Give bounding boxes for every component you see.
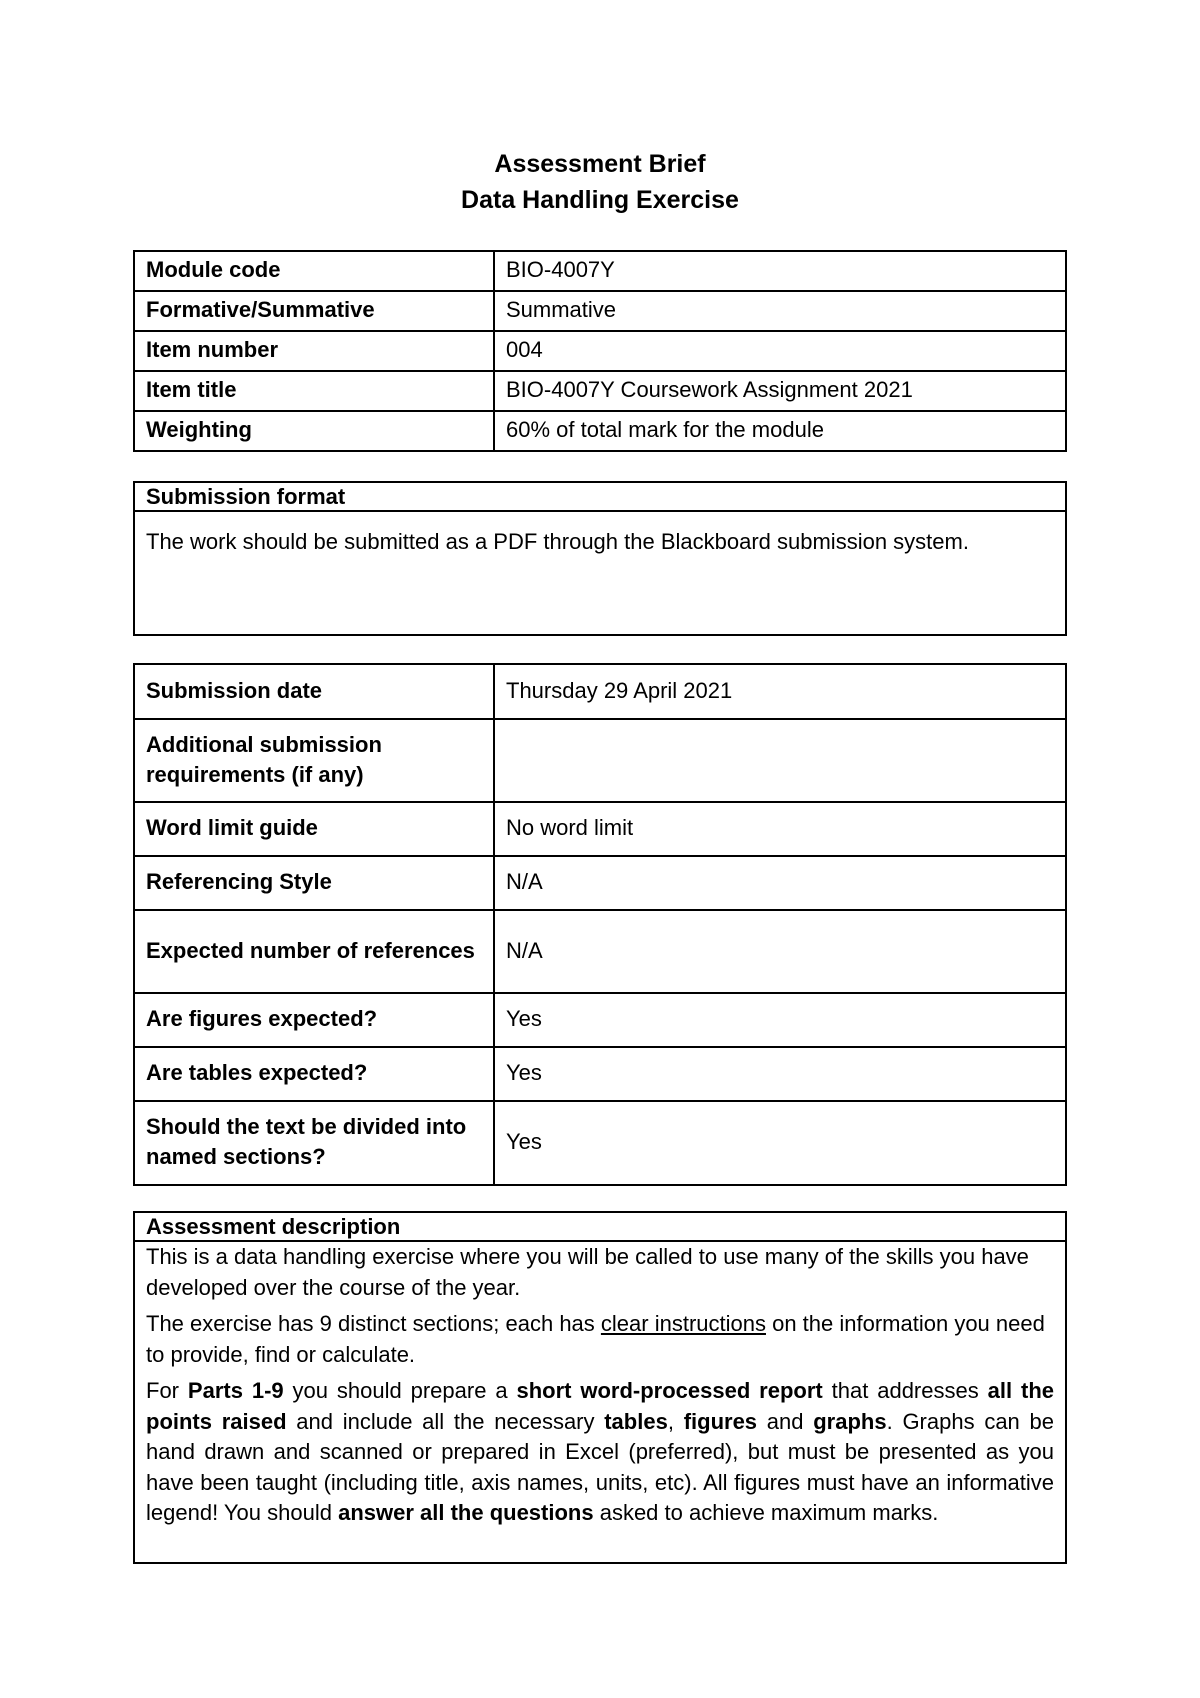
document-title: Assessment Brief <box>494 150 706 178</box>
named-sections-label: Should the text be divided into named sections? <box>134 1101 494 1185</box>
additional-requirements-label: Additional submission requirements (if any) <box>134 719 494 802</box>
submission-date-label: Submission date <box>134 664 494 719</box>
submission-format-heading: Submission format <box>135 483 1065 512</box>
tables-expected-label: Are tables expected? <box>134 1047 494 1101</box>
item-title-label: Item title <box>134 371 494 411</box>
submission-format-text: The work should be submitted as a PDF through the Blackboard submission system. <box>146 529 969 554</box>
submission-details-table <box>133 663 1067 1186</box>
module-code-label: Module code <box>134 251 494 291</box>
table-row <box>134 1047 1066 1101</box>
word-limit-value: No word limit <box>494 802 1066 856</box>
table-row <box>134 371 1066 411</box>
weighting-value: 60% of total mark for the module <box>494 411 1066 451</box>
submission-format-box <box>133 481 1067 636</box>
referencing-style-label: Referencing Style <box>134 856 494 910</box>
description-paragraph: This is a data handling exercise where you will be called to use many of the skills you have developed over the course of the year. <box>146 1244 1029 1300</box>
additional-requirements-value <box>494 719 1066 802</box>
module-code-value: BIO-4007Y <box>494 251 1066 291</box>
weighting-label: Weighting <box>134 411 494 451</box>
assessment-description-box <box>133 1211 1067 1564</box>
table-row <box>134 856 1066 910</box>
table-row <box>134 331 1066 371</box>
table-row <box>134 251 1066 291</box>
named-sections-value: Yes <box>494 1101 1066 1185</box>
word-limit-label: Word limit guide <box>134 802 494 856</box>
expected-references-value: N/A <box>494 910 1066 993</box>
table-row <box>134 291 1066 331</box>
table-row <box>134 802 1066 856</box>
assessment-type-value: Summative <box>494 291 1066 331</box>
document-subtitle: Data Handling Exercise <box>461 186 739 214</box>
description-paragraph: The exercise has 9 distinct sections; each has clear instructions on the information you need to provide, find or calculate. <box>146 1311 1045 1367</box>
figures-expected-label: Are figures expected? <box>134 993 494 1047</box>
item-number-label: Item number <box>134 331 494 371</box>
table-row <box>134 664 1066 719</box>
table-row <box>134 1101 1066 1185</box>
table-row <box>134 719 1066 802</box>
assessment-description-heading: Assessment description <box>135 1213 1065 1242</box>
tables-expected-value: Yes <box>494 1047 1066 1101</box>
table-row <box>134 910 1066 993</box>
submission-date-value: Thursday 29 April 2021 <box>494 664 1066 719</box>
clear-instructions-text: clear instructions <box>600 1311 766 1336</box>
module-info-table <box>133 250 1067 452</box>
referencing-style-value: N/A <box>494 856 1066 910</box>
description-paragraph: For Parts 1-9 you should prepare a short word-processed report that addresses all the points raised and include all the necessary tables, figures and graphs. Graphs can be hand drawn and scanned or prepared in Excel (preferred), but must be presented as you have been taught (including title, axis names, units, etc). All figures must have an informative legend! You should answer all the questions asked to achieve maximum marks. <box>146 1378 1054 1525</box>
assessment-type-label: Formative/Summative <box>134 291 494 331</box>
figures-expected-value: Yes <box>494 993 1066 1047</box>
assessment-description-body <box>135 1242 1065 1529</box>
expected-references-label: Expected number of references <box>134 910 494 993</box>
item-title-value: BIO-4007Y Coursework Assignment 2021 <box>494 371 1066 411</box>
table-row <box>134 993 1066 1047</box>
item-number-value: 004 <box>494 331 1066 371</box>
table-row <box>134 411 1066 451</box>
